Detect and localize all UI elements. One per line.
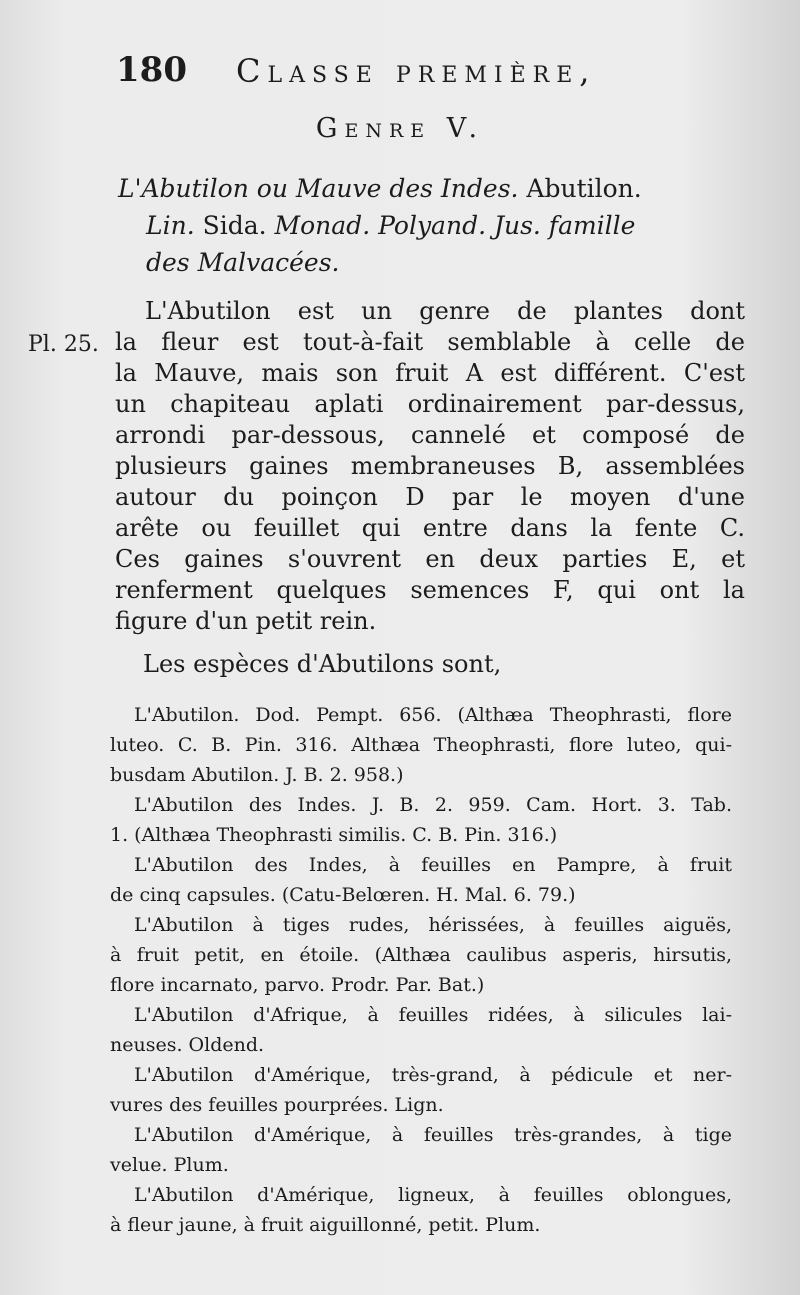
body-line: plusieurs gaines membraneuses B, assemblées xyxy=(115,452,745,480)
body-line: Ces gaines s'ouvrent en deux parties E, et xyxy=(115,545,745,573)
species-entry: L'Abutilon d'Amérique, très-grand, à pédicule et ner- vures des feuilles pourprées. Lign. xyxy=(110,1064,732,1116)
species-entry: L'Abutilon. Dod. Pempt. 656. (Althæa Theophrasti, flore luteo. C. B. Pin. 316. Althæa Theophrasti, flore luteo, qui- busdam Abutilon. J. B. 2. 958.) xyxy=(110,704,732,786)
page-number: 180 xyxy=(116,50,187,90)
body-line: renferment quelques semences F, qui ont la xyxy=(115,576,745,604)
title-line-2: Lin. Sida. Monad. Polyand. Jus. famille xyxy=(146,211,636,240)
body-line: figure d'un petit rein. xyxy=(115,607,377,635)
title-line-1: L'Abutilon ou Mauve des Indes. Abutilon. xyxy=(118,174,642,203)
body-line: arête ou feuillet qui entre dans la fente C. xyxy=(115,514,745,542)
species-entry: L'Abutilon d'Amérique, à feuilles très-grandes, à tige velue. Plum. xyxy=(110,1124,732,1176)
body-line: un chapiteau aplati ordinairement par-dessus, xyxy=(115,390,745,418)
species-entry: L'Abutilon des Indes, à feuilles en Pampre, à fruit de cinq capsules. (Catu-Belœren. H. Mal. 6. 79.) xyxy=(110,854,732,906)
body-line: arrondi par-dessous, cannelé et composé de xyxy=(115,421,745,449)
body-line: la Mauve, mais son fruit A est différent. C'est xyxy=(115,359,745,387)
species-entry: L'Abutilon d'Amérique, ligneux, à feuilles oblongues, à fleur jaune, à fruit aiguillonné, petit. Plum. xyxy=(110,1184,732,1236)
genre-heading: Genre V. xyxy=(315,113,485,144)
species-list xyxy=(110,700,732,1240)
plate-reference: Pl. 25. xyxy=(28,332,99,357)
description-paragraph xyxy=(115,296,745,637)
page-header xyxy=(116,50,736,98)
title-line-3: des Malvacées. xyxy=(146,248,340,277)
genus-title xyxy=(118,170,748,281)
body-line: autour du poinçon D par le moyen d'une xyxy=(115,483,745,511)
body-line: la fleur est tout-à-fait semblable à celle de xyxy=(115,328,745,356)
species-entry: L'Abutilon des Indes. J. B. 2. 959. Cam. Hort. 3. Tab. 1. (Althæa Theophrasti similis. C. B. Pin. 316.) xyxy=(110,794,732,846)
body-line: L'Abutilon est un genre de plantes dont xyxy=(145,297,745,325)
running-head: Classe première, xyxy=(236,52,597,90)
species-entry: L'Abutilon à tiges rudes, hérissées, à feuilles aiguës, à fruit petit, en étoile. (Althæa caulibus asperis, hirsutis, flore incarnato, parvo. Prodr. Par. Bat.) xyxy=(110,914,732,996)
species-heading: Les espèces d'Abutilons sont, xyxy=(143,650,502,678)
species-entry: L'Abutilon d'Afrique, à feuilles ridées, à silicules lai- neuses. Oldend. xyxy=(110,1004,732,1056)
